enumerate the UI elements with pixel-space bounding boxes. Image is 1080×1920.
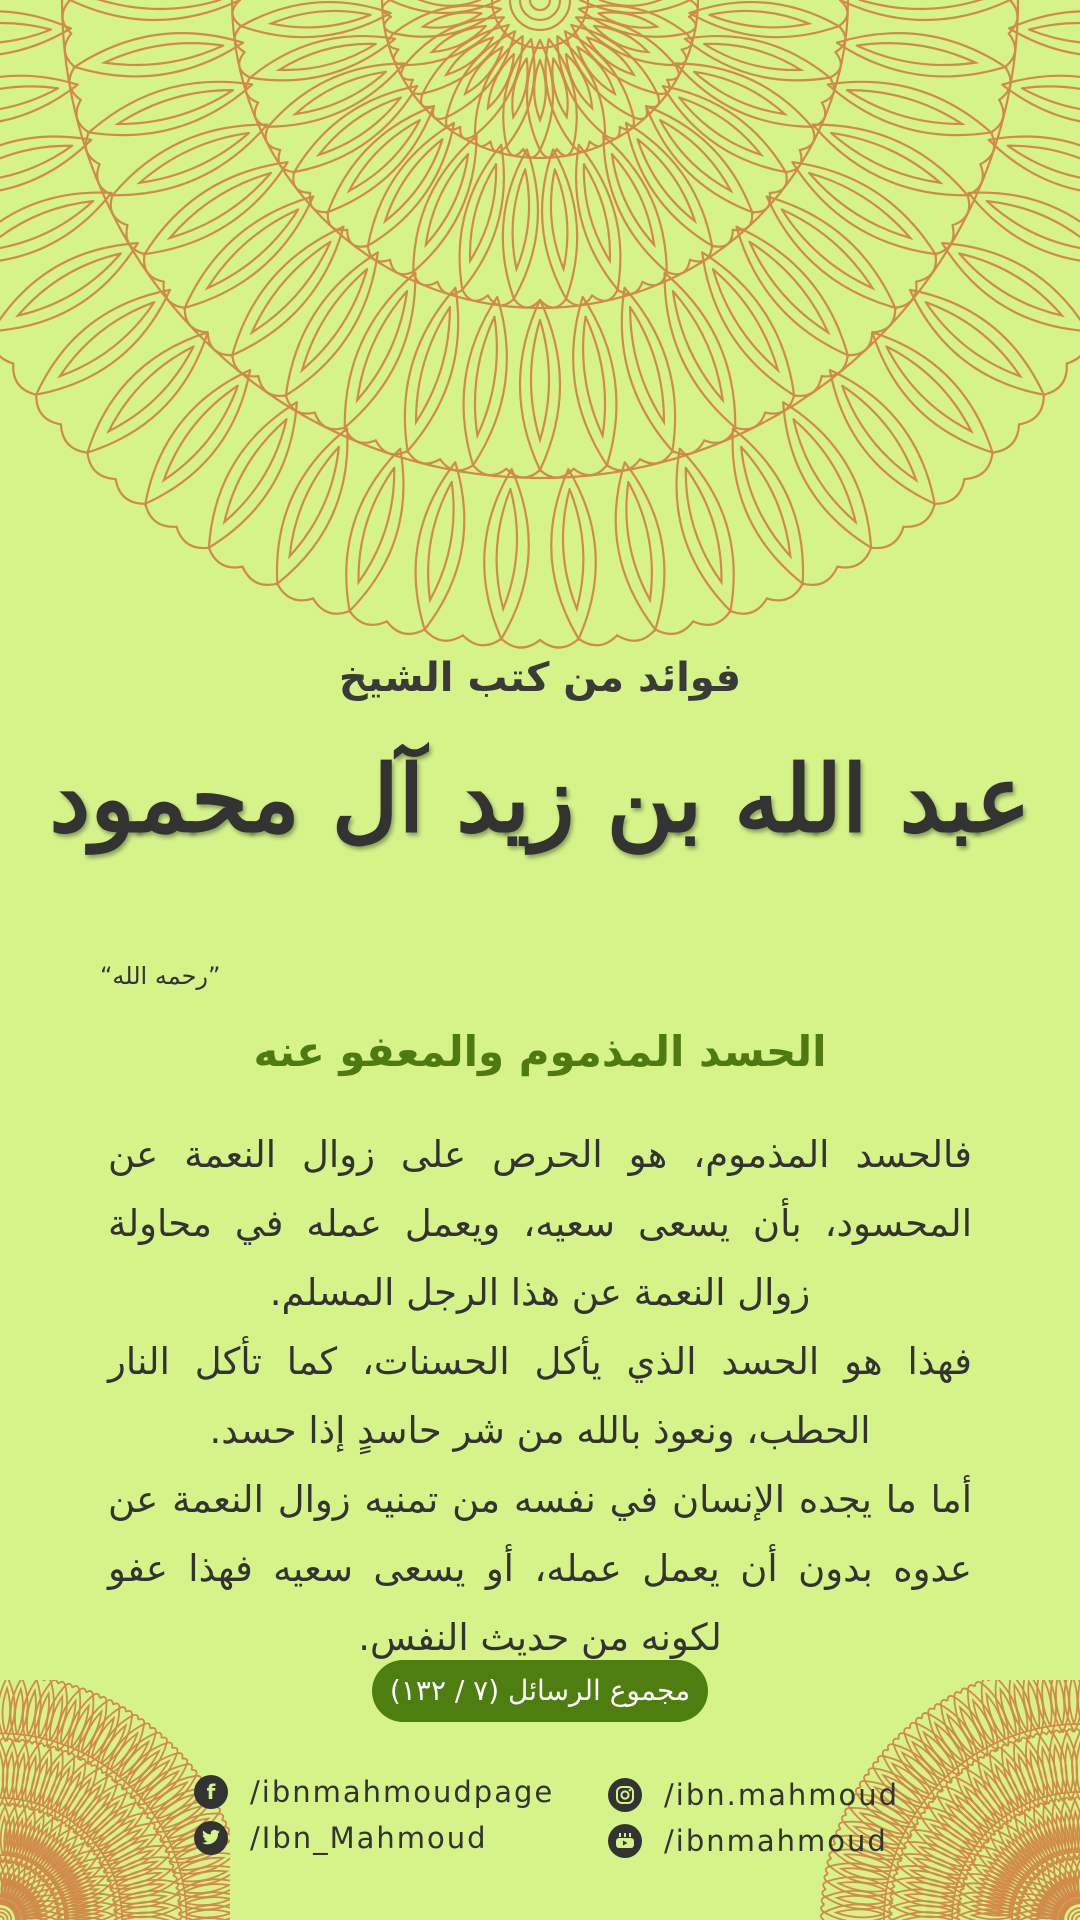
- body-paragraph: أما ما يجده الإنسان في نفسه من تمنيه زوال النعمة عن عدوه بدون أن يعمل عمله، أو يسعى سعيه فهذا عفو لكونه من حديث النفس.: [108, 1478, 972, 1659]
- social-instagram[interactable]: [608, 1778, 899, 1812]
- twitter-icon: [194, 1821, 228, 1855]
- facebook-handle[interactable]: /ibnmahmoudpage: [250, 1775, 555, 1809]
- body-text: [108, 1120, 972, 1672]
- social-facebook[interactable]: [194, 1775, 554, 1809]
- youtube-icon: [608, 1824, 642, 1858]
- author-name-calligraphy: عبد الله بن زيد آل محمود: [49, 745, 1031, 853]
- social-twitter[interactable]: [194, 1821, 488, 1855]
- facebook-icon: f: [194, 1775, 228, 1809]
- instagram-icon: [608, 1778, 642, 1812]
- body-paragraph: فالحسد المذموم، هو الحرص على زوال النعمة عن المحسود، بأن يسعى سعيه، ويعمل عمله في محاولة زوال النعمة عن هذا الرجل المسلم.: [108, 1133, 972, 1314]
- topic-title: الحسد المذموم والمعفو عنه: [253, 1027, 827, 1076]
- source-badge: مجموع الرسائل (٧ / ١٣٢): [372, 1660, 708, 1722]
- honorific: ”رحمه الله“: [100, 962, 221, 990]
- header-subtitle: فوائد من كتب الشيخ: [338, 655, 742, 701]
- twitter-handle[interactable]: /Ibn_Mahmoud: [250, 1821, 488, 1855]
- body-paragraph: فهذا هو الحسد الذي يأكل الحسنات، كما تأكل النار الحطب، ونعوذ بالله من شر حاسدٍ إذا حسد.: [108, 1340, 972, 1452]
- youtube-handle[interactable]: /ibnmahmoud: [664, 1824, 888, 1858]
- instagram-handle[interactable]: /ibn.mahmoud: [664, 1778, 900, 1812]
- social-youtube[interactable]: [608, 1824, 888, 1858]
- mandala-ornament-top: [0, 0, 1080, 680]
